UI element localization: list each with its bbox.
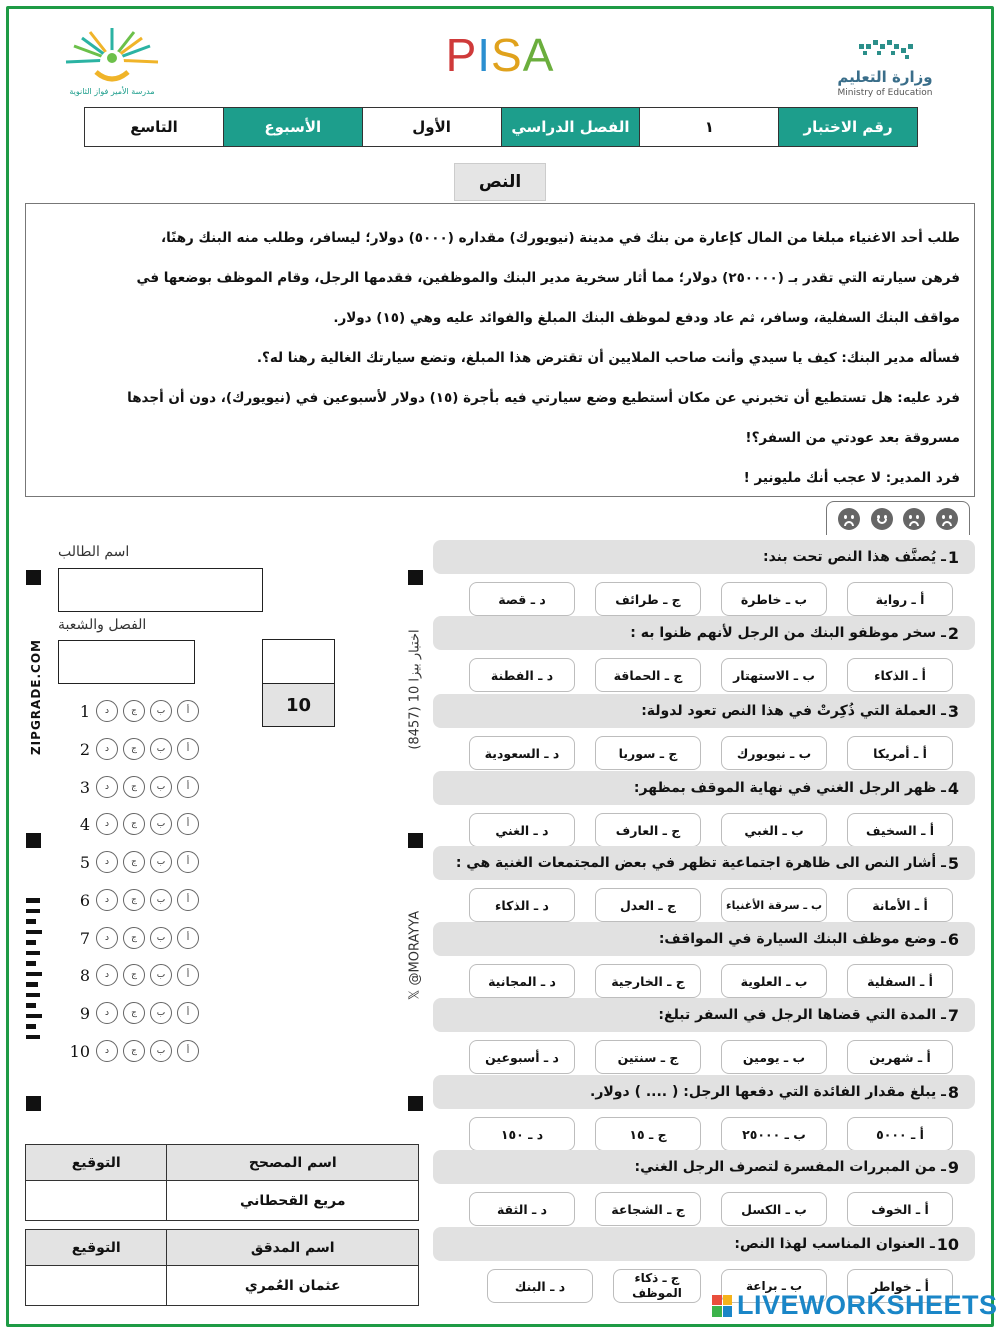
answer-row: 1 د ج ب أ (62, 700, 204, 722)
question-9 (433, 1150, 975, 1226)
bubble-d[interactable]: د (96, 964, 118, 986)
auditor-table (25, 1229, 419, 1306)
answer-row: 7 د ج ب أ (62, 927, 204, 949)
option-d[interactable]: د ـ الغني (469, 813, 575, 847)
bubble-b[interactable]: ب (150, 1002, 172, 1024)
question-text: 8 ـ يبلغ مقدار الفائدة التي دفعها الرجل: ( .... ) دولار. (433, 1075, 975, 1109)
option-d[interactable]: د ـ الثقة (469, 1192, 575, 1226)
question-4 (433, 771, 975, 847)
sad-face-icon[interactable] (838, 508, 860, 530)
answer-row: 5 د ج ب أ (62, 851, 204, 873)
bubble-a[interactable]: أ (177, 700, 199, 722)
bubble-b[interactable]: ب (150, 964, 172, 986)
bubble-c[interactable]: ج (123, 927, 145, 949)
bubble-d[interactable]: د (96, 776, 118, 798)
passage-box (25, 203, 975, 497)
answer-row: 9 د ج ب أ (62, 1002, 204, 1024)
option-b[interactable]: ب ـ سرقة الأغنياء (721, 888, 827, 922)
option-d[interactable]: د ـ المجانية (469, 964, 575, 998)
passage-title: النص (454, 163, 546, 201)
author-handle: 𝕏 @MORAYYA (407, 910, 423, 1001)
registration-mark (26, 833, 41, 848)
bubble-a[interactable]: أ (177, 738, 199, 760)
ministry-emblem-icon (835, 38, 935, 64)
question-1 (433, 540, 975, 616)
question-8 (433, 1075, 975, 1151)
option-a[interactable]: أ ـ رواية (847, 582, 953, 616)
option-c[interactable]: ج ـ الحماقة (595, 658, 701, 692)
bubble-b[interactable]: ب (150, 700, 172, 722)
bubble-b[interactable]: ب (150, 813, 172, 835)
semester-value: الأول (362, 108, 501, 146)
school-logo (52, 20, 172, 98)
question-text: 6 ـ وضع موظف البنك السيارة في المواقف: (433, 922, 975, 956)
bubble-a[interactable]: أ (177, 813, 199, 835)
bubble-a[interactable]: أ (177, 889, 199, 911)
week-label: الأسبوع (223, 108, 362, 146)
registration-mark (408, 833, 423, 848)
corrector-name: مريع القحطاني (167, 1181, 419, 1221)
corrector-label: اسم المصحح (167, 1145, 419, 1181)
option-a[interactable]: أ ـ ٥٠٠٠ (847, 1117, 953, 1151)
bubble-d[interactable]: د (96, 700, 118, 722)
option-c[interactable]: ج ـ العارف (595, 813, 701, 847)
option-a[interactable]: أ ـ أمريكا (847, 736, 953, 770)
bubble-c[interactable]: ج (123, 813, 145, 835)
rating-faces (826, 501, 970, 535)
week-value: التاسع (130, 118, 178, 136)
option-d[interactable]: د ـ الذكاء (469, 888, 575, 922)
option-d[interactable]: د ـ أسبوعين (469, 1040, 575, 1074)
bubble-c[interactable]: ج (123, 964, 145, 986)
pisa-logo: PISA (445, 29, 555, 81)
zipgrade-label: ZIPGRADE.COM (29, 639, 43, 756)
question-text: 5 ـ أشار النص الى ظاهرة اجتماعية تظهر في بعض المجتمعات الغنية هي : (433, 846, 975, 880)
corrector-table (25, 1144, 419, 1221)
registration-mark (408, 570, 423, 585)
score-box (262, 639, 335, 727)
bubble-b[interactable]: ب (150, 776, 172, 798)
option-b[interactable]: ب ـ العلوية (721, 964, 827, 998)
class-label: الفصل والشعبة (58, 617, 147, 633)
score-input[interactable] (263, 640, 334, 684)
option-a[interactable]: أ ـ السفلية (847, 964, 953, 998)
test-info-header (84, 107, 918, 147)
option-a[interactable]: أ ـ الأمانة (847, 888, 953, 922)
quiz-code: اختبار بيزا 10 (8457) (407, 629, 423, 750)
bubble-a[interactable]: أ (177, 964, 199, 986)
bubble-b[interactable]: ب (150, 851, 172, 873)
bubble-c[interactable]: ج (123, 1040, 145, 1062)
bubble-c[interactable]: ج (123, 776, 145, 798)
option-d[interactable]: د ـ قصة (469, 582, 575, 616)
question-6 (433, 922, 975, 998)
passage-line: مواقف البنك السفلية، وسافر، ثم عاد ودفع لموظف البنك المبلغ والفوائد عليه وهي (١٥) دولار. (333, 310, 960, 326)
bubble-c[interactable]: ج (123, 738, 145, 760)
option-c[interactable]: ج ـ سوريا (595, 736, 701, 770)
question-text: 9 ـ من المبررات المفسرة لتصرف الرجل الغني: (433, 1150, 975, 1184)
score-total: 10 (263, 684, 334, 726)
question-text: 1 ـ يُصنَّف هذا النص تحت بند: (433, 540, 975, 574)
auditor-signature[interactable] (26, 1266, 167, 1306)
bubble-d[interactable]: د (96, 813, 118, 835)
auditor-label: اسم المدقق (167, 1230, 419, 1266)
bubble-a[interactable]: أ (177, 851, 199, 873)
class-field[interactable] (58, 640, 195, 684)
registration-mark (408, 1096, 423, 1111)
answer-row: 6 د ج ب أ (62, 889, 204, 911)
passage-line: فرد عليه: هل تستطيع أن تخبرني عن مكان أستطيع وضع سيارتي فيه بأجرة (١٥) دولار لأسبوعين في (نيويورك)، دون أن أجدها (127, 390, 960, 406)
bubble-b[interactable]: ب (150, 738, 172, 760)
question-3 (433, 694, 975, 770)
happy-face-icon[interactable] (871, 508, 893, 530)
question-text: 7 ـ المدة التي قضاها الرجل في السفر تبلغ: (433, 998, 975, 1032)
ministry-name-en: Ministry of Education (837, 88, 933, 98)
option-b[interactable]: ب ـ الغبي (721, 813, 827, 847)
sad-face-icon[interactable] (936, 508, 958, 530)
passage-line: فرد المدير: لا عجب أنك مليونير ! (743, 470, 960, 486)
option-c[interactable]: ج ـ الشجاعة (595, 1192, 701, 1226)
ministry-logo (830, 38, 940, 98)
bubble-a[interactable]: أ (177, 776, 199, 798)
option-c[interactable]: ج ـ ١٥ (595, 1117, 701, 1151)
option-d[interactable]: د ـ ١٥٠ (469, 1117, 575, 1151)
option-c[interactable]: ج ـ سنتين (595, 1040, 701, 1074)
sad-face-icon[interactable] (903, 508, 925, 530)
auditor-name: عثمان العُمري (167, 1266, 419, 1306)
option-b[interactable]: ب ـ الاستهتار (721, 658, 827, 692)
corrector-signature[interactable] (26, 1181, 167, 1221)
option-d[interactable]: د ـ البنك (487, 1269, 593, 1303)
liveworksheets-icon (712, 1295, 732, 1317)
option-a[interactable]: أ ـ الذكاء (847, 658, 953, 692)
option-b[interactable]: ب ـ نيويورك (721, 736, 827, 770)
option-b[interactable]: ب ـ ٢٥٠٠٠ (721, 1117, 827, 1151)
bubble-c[interactable]: ج (123, 700, 145, 722)
bubble-d[interactable]: د (96, 851, 118, 873)
answer-row: 10 د ج ب أ (62, 1040, 204, 1062)
option-a[interactable]: أ ـ الخوف (847, 1192, 953, 1226)
bubble-b[interactable]: ب (150, 927, 172, 949)
option-a[interactable]: أ ـ السخيف (847, 813, 953, 847)
test-number-value: ١ (639, 108, 778, 146)
question-2 (433, 616, 975, 692)
ministry-name-ar: وزارة التعليم (837, 68, 933, 86)
bubble-b[interactable]: ب (150, 889, 172, 911)
bubble-d[interactable]: د (96, 1040, 118, 1062)
option-b[interactable]: ب ـ الكسل (721, 1192, 827, 1226)
bubble-a[interactable]: أ (177, 927, 199, 949)
bubble-a[interactable]: أ (177, 1040, 199, 1062)
signature-label: التوقيع (26, 1230, 167, 1266)
semester-label: الفصل الدراسي (501, 108, 640, 146)
option-c[interactable]: ج ـ العدل (595, 888, 701, 922)
question-text: 4 ـ ظهر الرجل الغني في نهاية الموقف بمظهر: (433, 771, 975, 805)
bubble-a[interactable]: أ (177, 1002, 199, 1024)
bubble-c[interactable]: ج (123, 889, 145, 911)
question-text: 10 ـ العنوان المناسب لهذا النص: (433, 1227, 975, 1261)
bubble-c[interactable]: ج (123, 851, 145, 873)
bubble-d[interactable]: د (96, 889, 118, 911)
signature-label: التوقيع (26, 1145, 167, 1181)
option-c[interactable]: ج ـ الخارجية (595, 964, 701, 998)
question-5 (433, 846, 975, 922)
answer-row: 8 د ج ب أ (62, 964, 204, 986)
question-text: 3 ـ العملة التي ذُكِرتْ في هذا النص تعود لدولة: (433, 694, 975, 728)
answer-row: 3 د ج ب أ (62, 776, 204, 798)
option-a[interactable]: أ ـ شهرين (847, 1040, 953, 1074)
svg-text:مدرسة الأمير فواز الثانوية: مدرسة الأمير فواز الثانوية (69, 87, 155, 96)
answer-row: 4 د ج ب أ (62, 813, 204, 835)
bubble-b[interactable]: ب (150, 1040, 172, 1062)
registration-mark (26, 570, 41, 585)
student-name-field[interactable] (58, 568, 263, 612)
option-b[interactable]: ب ـ يومين (721, 1040, 827, 1074)
bubble-d[interactable]: د (96, 738, 118, 760)
option-d[interactable]: د ـ السعودية (469, 736, 575, 770)
test-number-label: رقم الاختبار (778, 108, 917, 146)
bubble-d[interactable]: د (96, 1002, 118, 1024)
bubble-d[interactable]: د (96, 927, 118, 949)
passage-line: طلب أحد الاغنياء مبلغا من المال كإعارة من بنك في مدينة (نيويورك) مقداره (٥٠٠٠) دولار؛ ليسافر، وطلب منه البنك رهنًا، (160, 230, 960, 246)
bubble-c[interactable]: ج (123, 1002, 145, 1024)
option-c[interactable]: ج ـ طرائف (595, 582, 701, 616)
student-name-label: اسم الطالب (58, 544, 130, 560)
passage-line: مسروقة بعد عودتي من السفر؟! (745, 430, 960, 446)
answer-row: 2 د ج ب أ (62, 738, 204, 760)
question-7 (433, 998, 975, 1074)
brand-text: LIVEWORKSHEETS (737, 1290, 998, 1320)
option-d[interactable]: د ـ الفطنة (469, 658, 575, 692)
option-a[interactable]: أ ـ خواطر (847, 1269, 953, 1303)
option-b[interactable]: ب ـ خاطرة (721, 582, 827, 616)
option-b[interactable]: ب ـ براعة (721, 1269, 827, 1303)
barcode (26, 898, 42, 1045)
registration-mark (26, 1096, 41, 1111)
liveworksheets-brand[interactable] (712, 1290, 998, 1321)
passage-line: فرهن سيارته التي تقدر بـ (٢٥٠٠٠٠) دولار؛ مما أثار سخرية مدير البنك والموظفين، فقدمها الرجل، وقام الموظف بوضعها في (136, 270, 960, 286)
option-c[interactable]: ج ـ ذكاء الموظف (613, 1269, 701, 1303)
question-text: 2 ـ سخر موظفو البنك من الرجل لأنهم ظنوا به : (433, 616, 975, 650)
passage-line: فسأله مدير البنك: كيف يا سيدي وأنت صاحب الملايين أن تقترض هذا المبلغ، وتضع سيارتك الغالية رهنا له؟. (256, 350, 960, 366)
